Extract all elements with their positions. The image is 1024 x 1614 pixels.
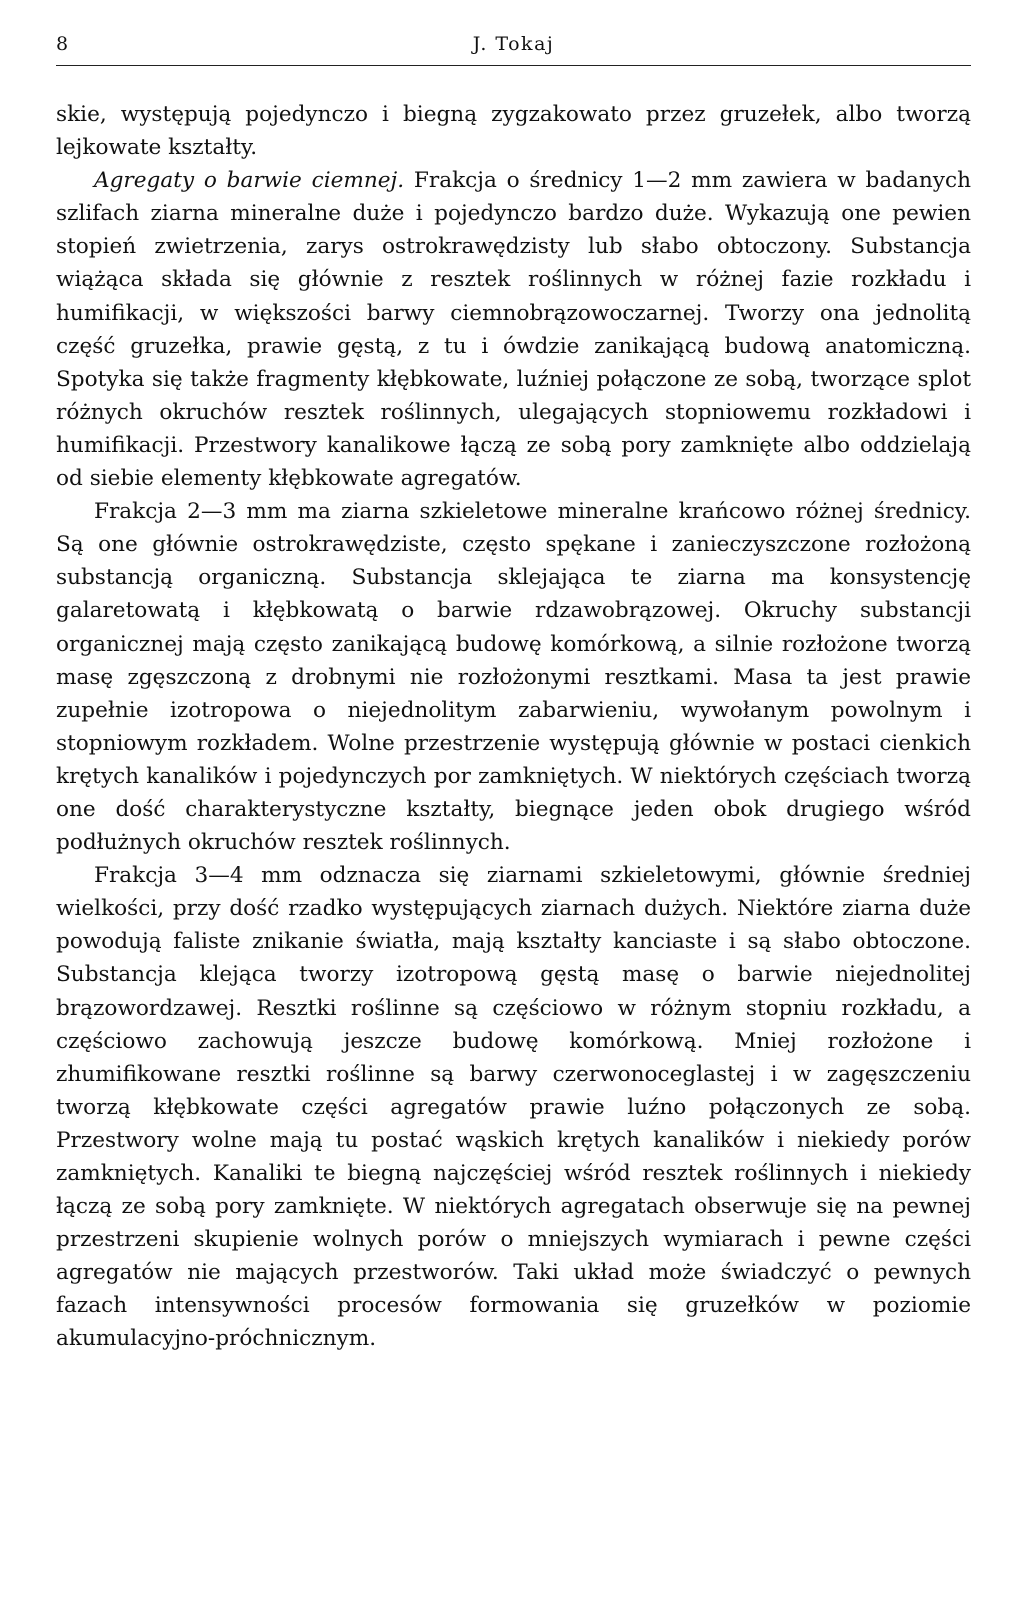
- paragraph-dark-aggregates: [56, 164, 971, 495]
- section-lead-italic: Agregaty o barwie ciemnej.: [94, 168, 405, 194]
- page-header: [56, 33, 971, 63]
- paragraph-continuation: skie, występują pojedynczo i biegną zygzakowato przez gruzełek, albo tworzą lejkowate kształty.: [56, 102, 971, 161]
- body-text: [56, 98, 971, 1356]
- header-rule: [56, 65, 971, 66]
- running-head: J. Tokaj: [472, 33, 555, 55]
- paragraph-text: Frakcja o średnicy 1—2 mm zawiera w badanych szlifach ziarna mineralne duże i pojedynczo bardzo duże. Wykazują one pewien stopień zwietrzenia, zarys ostrokrawędzisty lub słabo obtoczony. Substancja wiążąca składa się głównie z resztek roślinnych w różnej fazie rozkładu i humifikacji, w większości barwy ciemnobrązowoczarnej. Tworzy ona jednolitą część gruzełka, prawie gęstą, z tu i ówdzie zanikającą budową anatomiczną. Spotyka się także fragmenty kłębkowate, luźniej połączone ze sobą, tworzące splot różnych okruchów resztek roślinnych, ulegających stopniowemu rozkładowi i humifikacji. Przestwory kanalikowe łączą ze sobą pory zamknięte albo oddzielają od siebie elementy kłębkowate agregatów.: [56, 168, 972, 492]
- paragraph-fraction-3-4: Frakcja 3—4 mm odznacza się ziarnami szkieletowymi, głównie średniej wielkości, przy dość rzadko występujących ziarnach dużych. Niektóre ziarna duże powodują faliste znikanie światła, mają kształty kanciaste i są słabo obtoczone. Substancja klejąca tworzy izotropową gęstą masę o barwie niejednolitej brązowordzawej. Resztki roślinne są częściowo w różnym stopniu rozkładu, a częściowo zachowują jeszcze budowę komórkową. Mniej rozłożone i zhumifikowane resztki roślinne są barwy czerwonoceglastej i w zagęszczeniu tworzą kłębkowate części agregatów prawie luźno połączonych ze sobą. Przestwory wolne mają tu postać wąskich krętych kanalików i niekiedy porów zamkniętych. Kanaliki te biegną najczęściej wśród resztek roślinnych i niekiedy łączą ze sobą pory zamknięte. W niektórych agregatach obserwuje się na pewnej przestrzeni skupienie wolnych porów o mniejszych wymiarach i pewne części agregatów nie mających przestworów. Taki układ może świadczyć o pewnych fazach intensywności procesów formowania się gruzełków w poziomie akumulacyjno-próchnicznym.: [56, 863, 971, 1352]
- paragraph-fraction-2-3: Frakcja 2—3 mm ma ziarna szkieletowe mineralne krańcowo różnej średnicy. Są one głównie ostrokrawędziste, często spękane i zanieczyszczone rozłożoną substancją organiczną. Substancja sklejająca te ziarna ma konsystencję galaretowatą i kłębkowatą o barwie rdzawobrązowej. Okruchy substancji organicznej mają często zanikającą budowę komórkową, a silnie rozłożone tworzą masę zgęszczoną z drobnymi nie rozłożonymi resztkami. Masa ta jest prawie zupełnie izotropowa o niejednolitym zabarwieniu, wywołanym powolnym i stopniowym rozkładem. Wolne przestrzenie występują głównie w postaci cienkich krętych kanalików i pojedynczych por zamkniętych. W niektórych częściach tworzą one dość charakterystyczne kształty, biegnące jeden obok drugiego wśród podłużnych okruchów resztek roślinnych.: [56, 499, 971, 856]
- page-number: 8: [56, 33, 69, 55]
